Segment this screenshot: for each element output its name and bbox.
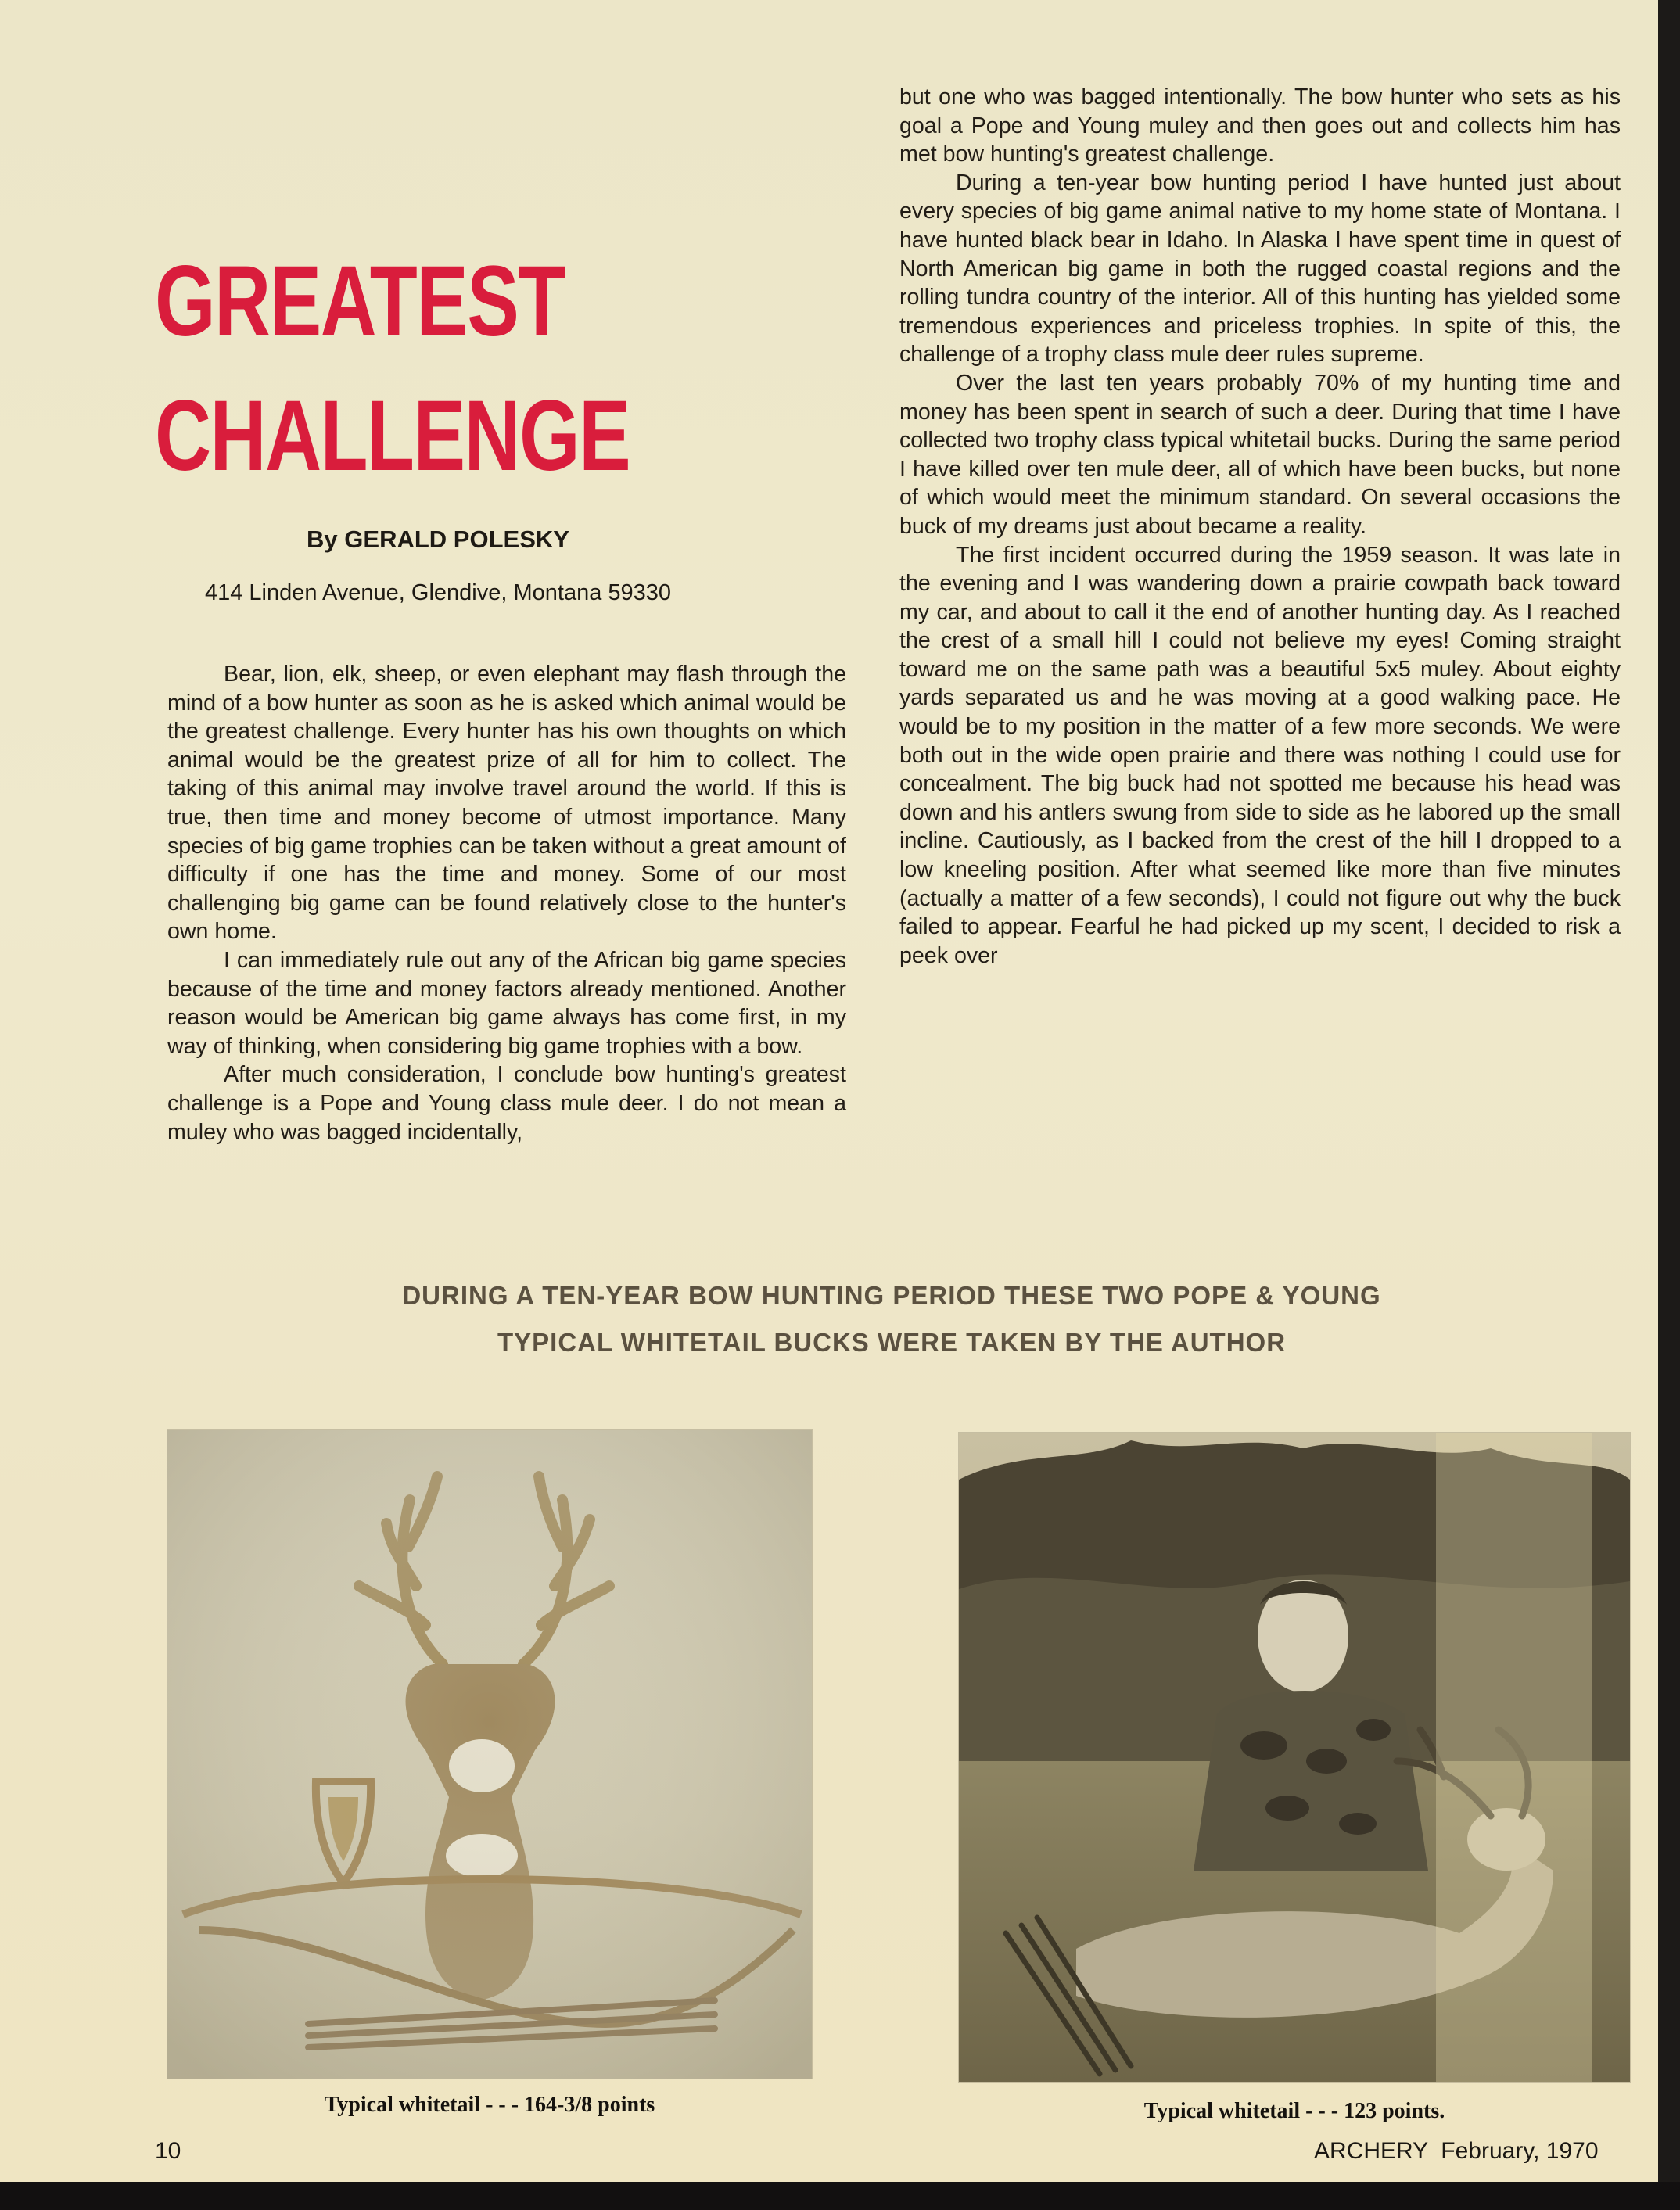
- paragraph: The first incident occurred during the 1959 season. It was late in the evening and I was wandering down a prairie cowpath back toward my car, and about to call it the end of another hunting day. As I reached the crest of a small hill I could not believe my eyes! Coming straight toward me on the same path was a beautiful 5x5 muley. About eighty yards separated us and he was moving at a good walking pace. He would be to my position in the matter of a few more seconds. We were both out in the wide open prairie and there was nothing I could use for concealment. The big buck had not spotted me because his head was down and his antlers swung from side to side as he labored up the small incline. Cautiously, as I backed from the crest of the hill I dropped to a low kneeling position. After what seemed like more than five minutes (actually a matter of a few seconds), I could not figure out why the buck failed to appear. Fearful he had picked up my scent, I decided to risk a peek over: [899, 542, 1621, 968]
- paragraph: Over the last ten years probably 70% of my hunting time and money has been spent in search of such a deer. During that time I have collected two trophy class typical whitetail bucks. During the same period I have killed over ten mule deer, all of which have been bucks, but none of which would meet the minimum standard. On several occasions the buck of my dreams just about became a reality.: [899, 370, 1621, 539]
- photo-mounted-whitetail-trophy: [167, 1430, 812, 2079]
- photo-banner-line-2: TYPICAL WHITETAIL BUCKS WERE TAKEN BY THE AUTHOR: [497, 1328, 1287, 1357]
- left-text-column: [167, 660, 846, 1146]
- photo-banner-line-1: DURING A TEN-YEAR BOW HUNTING PERIOD THESE TWO POPE & YOUNG: [402, 1281, 1381, 1310]
- paragraph: During a ten-year bow hunting period I have hunted just about every species of big game animal native to my home state of Montana. I have hunted black bear in Idaho. In Alaska I have spent time in quest of North American big game in both the rugged coastal regions and the rolling tundra country of the interior. All of this hunting has yielded some tremendous experiences and priceless trophies. In spite of this, the challenge of a trophy class mule deer rules supreme.: [899, 170, 1621, 368]
- byline: By GERALD POLESKY: [307, 526, 569, 553]
- hunter-photo-illustration: [959, 1433, 1630, 2082]
- page-number: 10: [155, 2138, 181, 2164]
- paragraph: After much consideration, I conclude bow hunting's greatest challenge is a Pope and Young class mule deer. I do not mean a muley who was bagged incidentally,: [167, 1062, 846, 1145]
- author-address: 414 Linden Avenue, Glendive, Montana 59330: [204, 580, 672, 605]
- paragraph: Bear, lion, elk, sheep, or even elephant may flash through the mind of a bow hunter as soon as he is asked which animal would be the greatest challenge. Every hunter has his own thoughts on which animal would be the greatest prize of all for him to collect. The taking of this animal may involve travel around the world. If this is true, then time and money become of utmost importance. Many species of big game trophies can be taken without a great amount of difficulty if one has the time and money. Some of our most challenging big game can be found relatively close to the hunter's own home.: [167, 662, 846, 945]
- article-title-line-1: GREATEST: [155, 246, 565, 357]
- deer-mount-illustration: [167, 1430, 812, 2079]
- paragraph: but one who was bagged intentionally. The bow hunter who sets as his goal a Pope and Young muley and then goes out and collects him has met bow hunting's greatest challenge.: [899, 84, 1621, 167]
- magazine-footer: ARCHERY February, 1970: [1314, 2138, 1599, 2164]
- right-text-column: [899, 83, 1621, 970]
- photo-hunter-with-buck: [959, 1433, 1630, 2082]
- photo-caption-left: Typical whitetail - - - 164-3/8 points: [324, 2093, 655, 2117]
- paragraph: I can immediately rule out any of the African big game species because of the time and money factors already mentioned. Another reason would be American big game always has come first, in my way of thinking, when considering big game trophies with a bow.: [167, 947, 846, 1059]
- photo-caption-right: Typical whitetail - - - 123 points.: [1143, 2099, 1445, 2123]
- article-title-line-2: CHALLENGE: [155, 380, 630, 492]
- scan-bottom-edge: [0, 2182, 1680, 2210]
